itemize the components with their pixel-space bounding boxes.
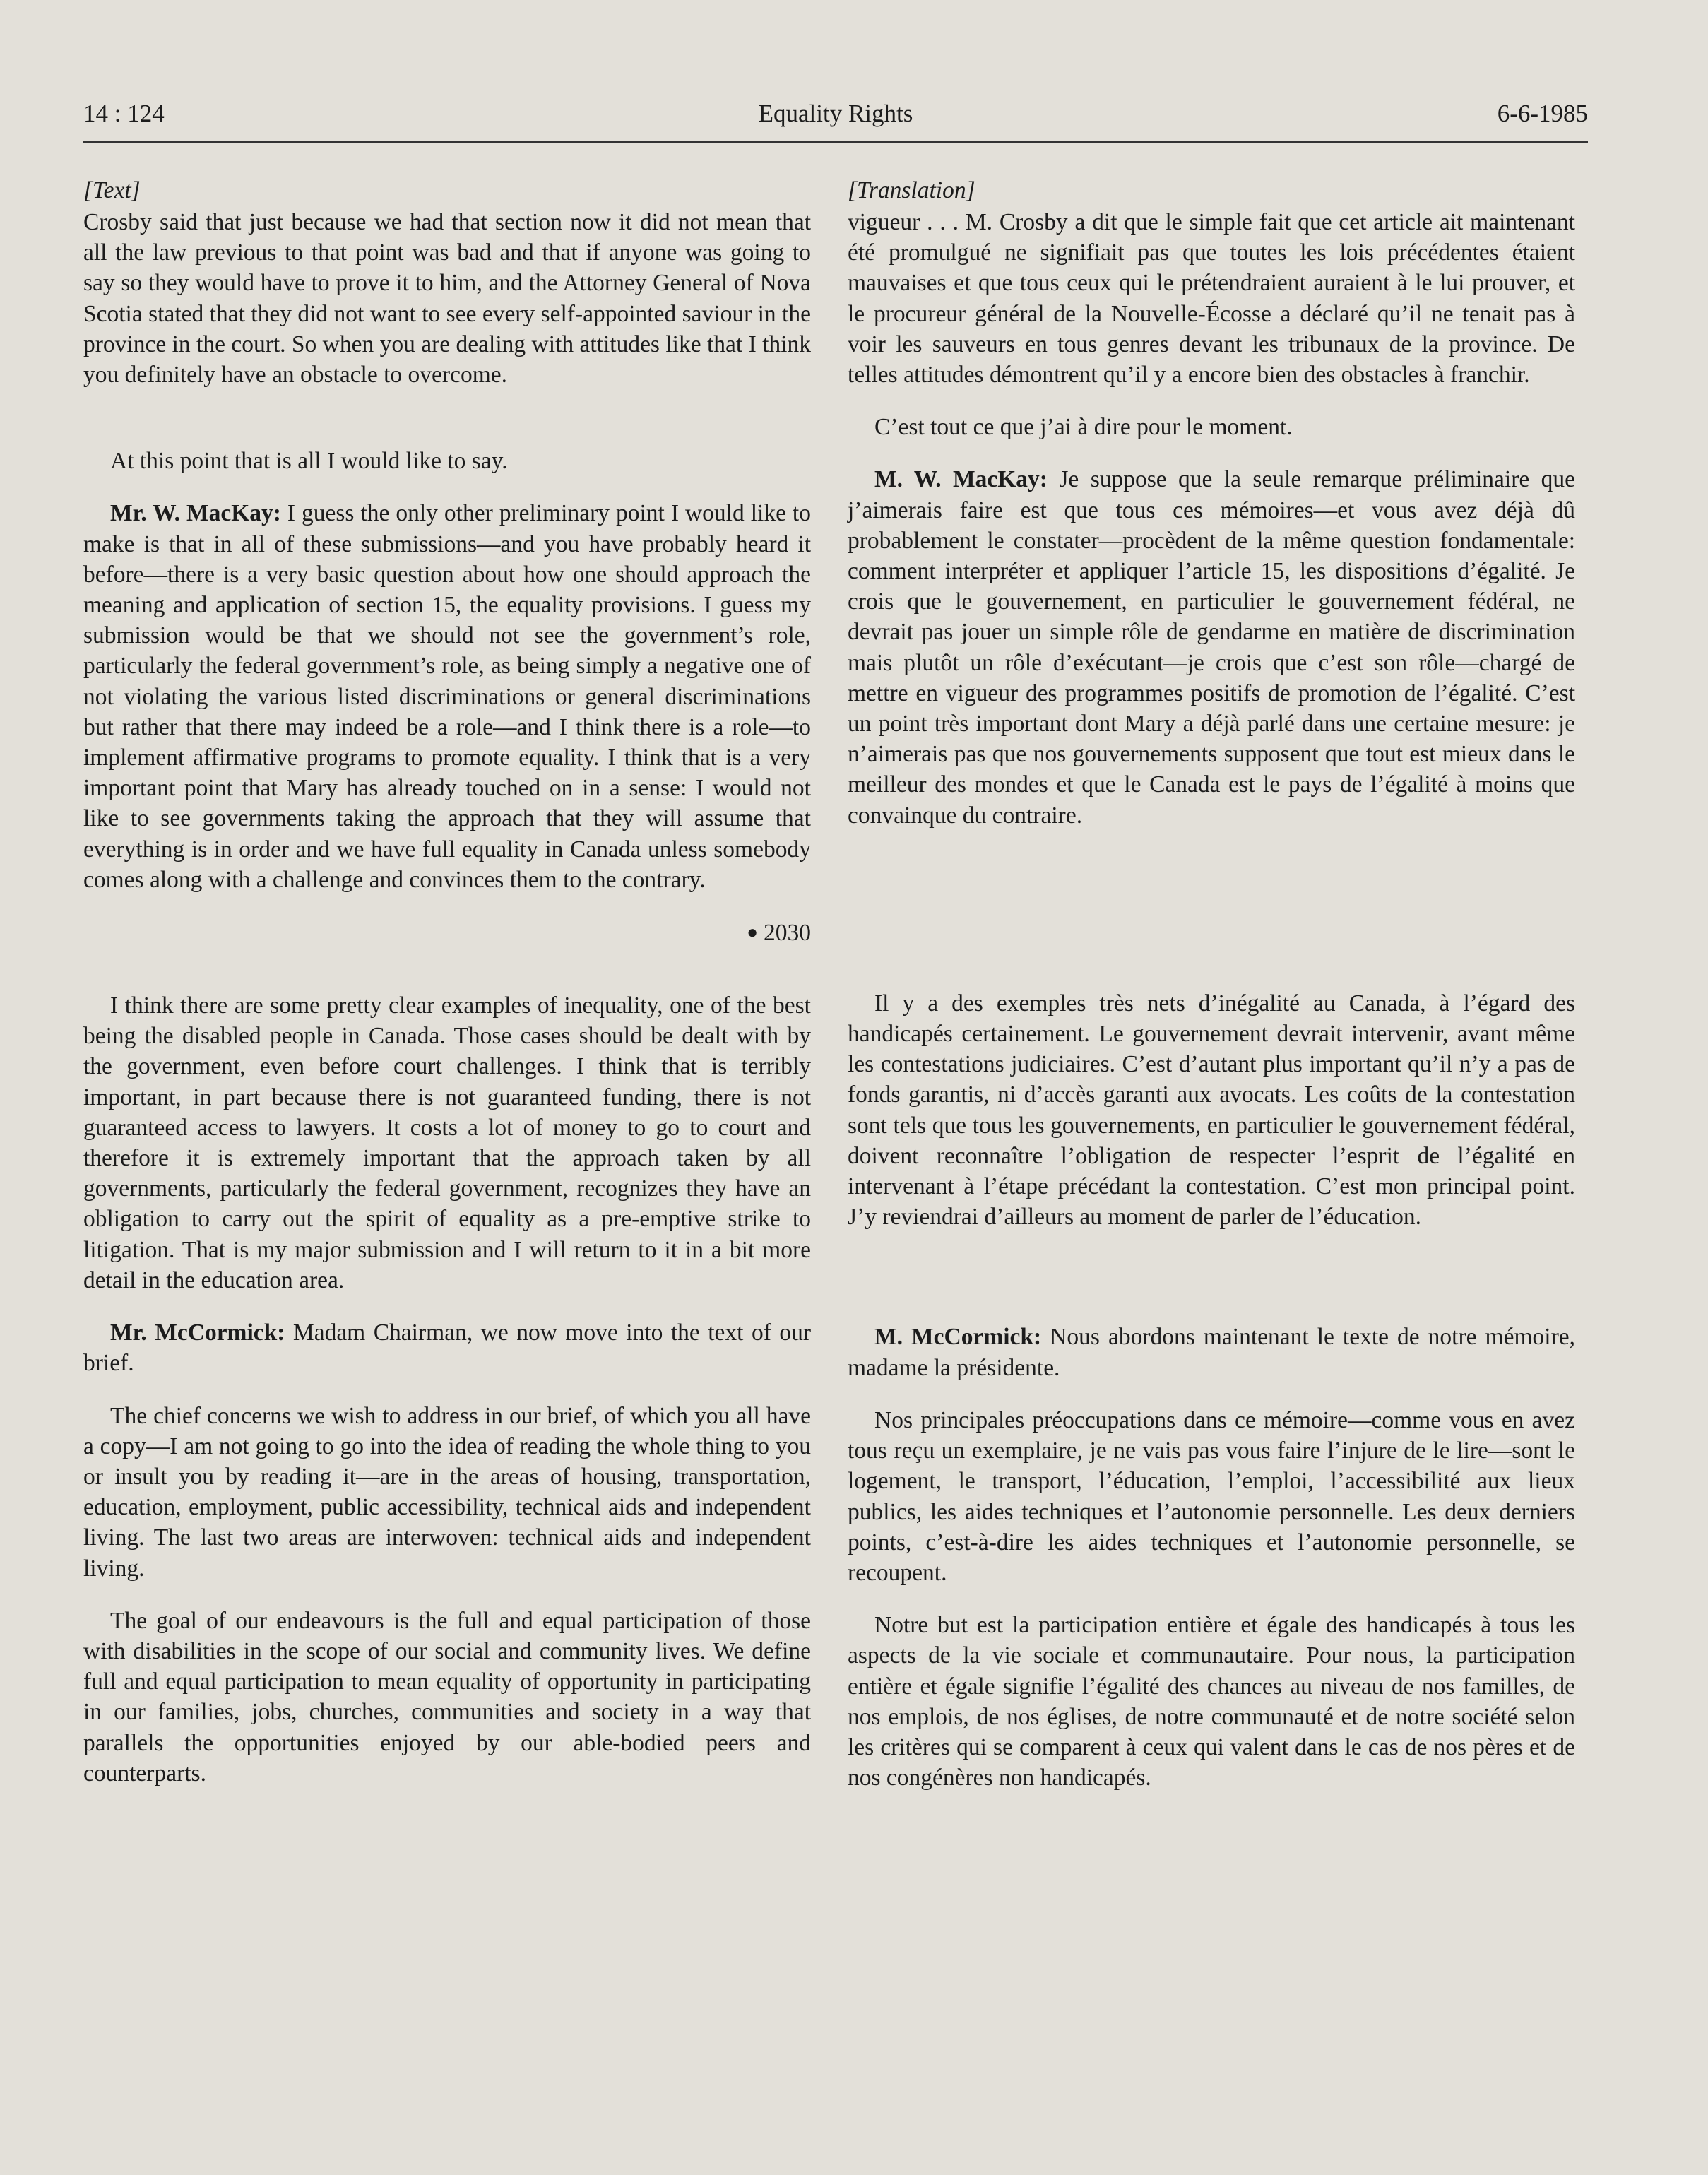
- speaker-name: Mr. McCormick:: [110, 1320, 285, 1346]
- speech-text: I guess the only other preliminary point I would like to make is that in all of these submissions—and you have probably heard it before—there is a very basic question about how one should approach the meaning and application of section 15, the equality provisions. I guess my submission would be that we should not see the government’s role, particularly the federal government’s role, as being simply a negative one of not violating the various listed discriminations or general discriminations but rather that there may indeed be a role—and I think there is a role—to implement affirmative programs to promote equality. I think that is a very important point that Mary has already touched on in a sense: I would not like to see governments taking the approach that they will assume that everything is in order and we have full equality in Canada unless somebody comes along with a challenge and convinces them to the contrary.: [83, 500, 811, 893]
- speaker-name: M. McCormick:: [874, 1324, 1042, 1351]
- french-column: [848, 175, 1575, 1815]
- speech-text: Madam Chairman, we now move into the text of our brief.: [83, 1320, 811, 1377]
- header-date: 6-6-1985: [1497, 100, 1588, 127]
- paragraph: Nos principales préoccupations dans ce mémoire—comme vous en avez tous reçu un exemplaire, je ne vais pas vous faire l’injure de le lire—sont le logement, le transport, l’éducation, l’emploi, l’accessibilité aux lieux publics, les aides techniques et l’autonomie personnelle. Les deux derniers points, c’est-à-dire les aides techniques et l’autonomie personnelle, se recoupent.: [848, 1406, 1575, 1586]
- paragraph: The goal of our endeavours is the full and equal participation of those with disabilities in the scope of our social and community lives. We define full and equal participation to mean equality of opportunity in participating in our families, jobs, churches, communities and society in a way that parallels the opportunities enjoyed by our able-bodied peers and counterparts.: [83, 1607, 811, 1786]
- header-title: Equality Rights: [758, 100, 913, 127]
- speaker-name: M. W. MacKay:: [874, 466, 1048, 493]
- speaker-paragraph: [83, 1317, 811, 1378]
- speaker-name: Mr. W. MacKay:: [110, 500, 281, 527]
- paragraph: Crosby said that just because we had that section now it did not mean that all the law previous to that point was bad and that if anyone was going to say so they would have to prove it to him, and the Attorney General of Nova Scotia stated that they did not want to see every self-appointed saviour in the province in the court. So when you are dealing with attitudes like that I think you definitely have an obstacle to overcome.: [83, 209, 811, 389]
- column-label-text: Text: [93, 177, 131, 203]
- bullet-icon: ●: [747, 922, 758, 943]
- column-label-text: Translation: [857, 177, 966, 203]
- page-header: [83, 99, 1588, 143]
- paragraph: I think there are some pretty clear examples of inequality, one of the best being the disabled people in Canada. Those cases should be dealt with by the government, even before court challenges. I think that is terribly important, in part because there is not guaranteed funding, there is not guaranteed access to lawyers. It costs a lot of money to go to court and therefore it is extremely important that the approach taken by all governments, particularly the federal government, recognizes they have an obligation to carry out the spirit of equality as a pre-emptive strike to litigation. That is my major submission and I will return to it in a bit more detail in the education area.: [83, 992, 811, 1293]
- speaker-paragraph: [83, 498, 811, 895]
- paragraph: The chief concerns we wish to address in our brief, of which you all have a copy—I am not going to go into the idea of reading the whole thing to you or insult you by reading it—are in the areas of housing, transportation, education, employment, public accessibility, technical aids and independent living. The last two areas are interwoven: technical aids and independent living.: [83, 1402, 811, 1582]
- header-page-number: 14 : 124: [83, 100, 165, 127]
- time-marker-value: 2030: [764, 920, 811, 947]
- paragraph: vigueur . . . M. Crosby a dit que le simple fait que cet article ait maintenant été promulgué ne signifiait pas que toutes les lois précédentes étaient mauvaises et que tous ceux qui le prétendraient auraient à le lui prouver, et le procureur général de la Nouvelle-Écosse a déclaré qu’il ne tenait pas à voir les sauveurs en tous genres devant les tribunaux de la province. De telles attitudes démontrent qu’il y a encore bien des obstacles à franchir.: [848, 209, 1575, 389]
- paragraph: C’est tout ce que j’ai à dire pour le moment.: [874, 414, 1293, 441]
- speech-text: Nous abordons maintenant le texte de notre mémoire, madame la présidente.: [848, 1324, 1575, 1381]
- column-label: [Translation]: [848, 177, 975, 203]
- time-marker: [83, 917, 811, 948]
- speaker-paragraph: [848, 1322, 1575, 1382]
- paragraph: At this point that is all I would like to say.: [110, 448, 508, 475]
- speaker-paragraph: [848, 464, 1575, 830]
- paragraph: Il y a des exemples très nets d’inégalité au Canada, à l’égard des handicapés certainement. Le gouvernement devrait intervenir, avant même les contestations judiciaires. C’est d’autant plus important qu’il n’y a pas de fonds garantis, ni d’accès garanti aux avocats. Les coûts de la contestation sont tels que tous les gouvernements, en particulier le gouvernement fédéral, doivent reconnaître l’obligation de respecter l’esprit de l’égalité en intervenant à l’étape précédant la contestation. C’est mon principal point. J’y reviendrai d’ailleurs au moment de parler de l’éducation.: [848, 990, 1575, 1231]
- speech-text: Je suppose que la seule remarque préliminaire que j’aimerais faire est que tous ces mémoires—et vous avez déjà dû probablement le constater—procèdent de la même question fondamentale: comment interpréter et appliquer l’article 15, les dispositions d’égalité. Je crois que le gouvernement, en particulier le gouvernement fédéral, ne devrait pas jouer un simple rôle de gendarme en matière de discrimination mais plutôt un rôle d’exécutant—je crois que c’est son rôle—chargé de mettre en vigueur des programmes positifs de promotion de l’égalité. C’est un point très important dont Mary a déjà parlé dans une certaine mesure: je n’aimerais pas que nos gouvernements supposent que tout est mieux dans le meilleur des mondes et que le Canada est le pays de l’égalité à moins que convainque du contraire.: [848, 466, 1576, 829]
- english-column: [83, 175, 811, 1810]
- column-label: [Text]: [83, 177, 141, 203]
- paragraph: Notre but est la participation entière et égale des handicapés à tous les aspects de la vie sociale et communautaire. Pour nous, la participation entière et égale signifie l’égalité des chances au niveau de nos familles, de nos emplois, de nos églises, de notre communauté et de notre société selon les critères qui se comparent à ceux qui valent dans le cas de nos pères et de nos congénères non handicapés.: [848, 1612, 1575, 1791]
